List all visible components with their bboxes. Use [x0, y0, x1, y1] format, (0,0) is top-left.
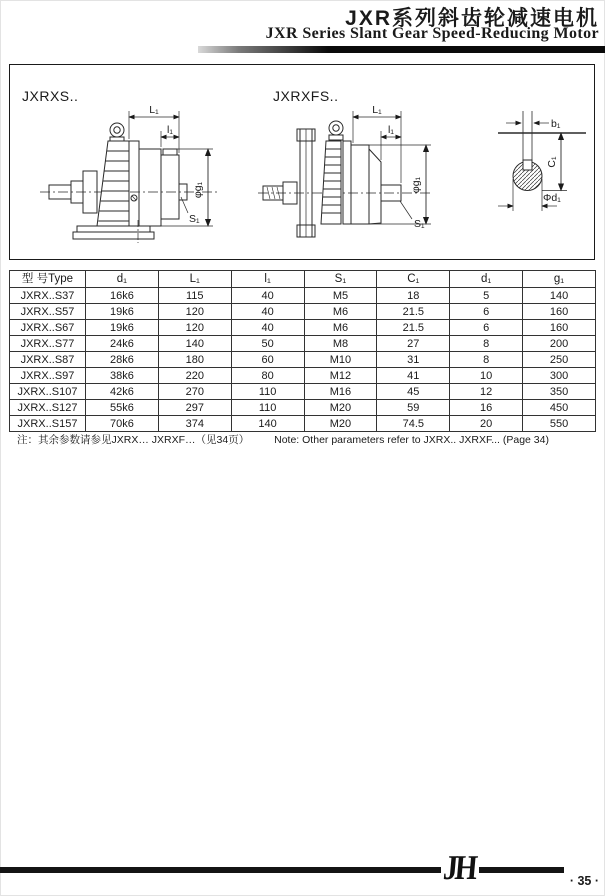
value-cell: M20 — [304, 400, 377, 416]
value-cell: 12 — [450, 384, 523, 400]
gear-motor-flange-drawing — [258, 111, 431, 237]
value-cell: 24k6 — [86, 336, 159, 352]
table-row — [10, 320, 596, 336]
value-cell: 60 — [231, 352, 304, 368]
value-cell: 16 — [450, 400, 523, 416]
column-header: 型 号Type — [10, 271, 86, 288]
column-header: g₁ — [523, 271, 596, 288]
value-cell: M8 — [304, 336, 377, 352]
value-cell: 42k6 — [86, 384, 159, 400]
dim-label-l1-left: l₁ — [167, 124, 173, 136]
dim-label-L1-left: L₁ — [149, 104, 159, 116]
column-header: C₁ — [377, 271, 450, 288]
technical-drawings — [10, 65, 596, 258]
value-cell: 74.5 — [377, 416, 450, 432]
column-header: L₁ — [158, 271, 231, 288]
foot-mounted-model-label: JXRXS.. — [22, 88, 79, 104]
value-cell: 27 — [377, 336, 450, 352]
dim-label-S1-mid: S₁ — [414, 218, 425, 230]
value-cell: 140 — [231, 416, 304, 432]
value-cell: 220 — [158, 368, 231, 384]
value-cell: 21.5 — [377, 304, 450, 320]
value-cell: 45 — [377, 384, 450, 400]
dim-label-S1-left: S₁ — [189, 213, 200, 225]
table-row — [10, 304, 596, 320]
value-cell: M20 — [304, 416, 377, 432]
dim-label-phi-g1-mid: φg₁ — [410, 176, 422, 194]
footer-rule-left — [0, 867, 441, 873]
column-header: l₁ — [231, 271, 304, 288]
value-cell: 180 — [158, 352, 231, 368]
value-cell: 80 — [231, 368, 304, 384]
model-type-cell: JXRX..S77 — [10, 336, 86, 352]
footnote-english: Note: Other parameters refer to JXRX.. JXRXF... (Page 34) — [274, 434, 549, 446]
table-row — [10, 400, 596, 416]
page-number: · 35 · — [569, 874, 599, 888]
value-cell: 6 — [450, 304, 523, 320]
technical-drawing-panel — [9, 64, 595, 260]
model-type-cell: JXRX..S87 — [10, 352, 86, 368]
page-title-chinese: JXR系列斜齿轮减速电机 — [345, 7, 599, 30]
value-cell: 300 — [523, 368, 596, 384]
footnote — [17, 432, 549, 447]
column-header: d₁ — [86, 271, 159, 288]
dim-label-phi-g1-left: φg₁ — [192, 181, 204, 199]
value-cell: 200 — [523, 336, 596, 352]
value-cell: 70k6 — [86, 416, 159, 432]
model-type-cell: JXRX..S127 — [10, 400, 86, 416]
column-header: d₁ — [450, 271, 523, 288]
value-cell: M16 — [304, 384, 377, 400]
value-cell: 59 — [377, 400, 450, 416]
table-row — [10, 336, 596, 352]
page-title-english: JXR Series Slant Gear Speed-Reducing Motor — [265, 25, 599, 42]
table-header-row — [10, 271, 596, 288]
value-cell: 21.5 — [377, 320, 450, 336]
dim-label-b1: b₁ — [551, 118, 561, 130]
value-cell: 250 — [523, 352, 596, 368]
footnote-chinese: 注：其余参数请参见JXRX… JXRXF…（见34页） — [17, 434, 250, 446]
value-cell: 120 — [158, 320, 231, 336]
model-type-cell: JXRX..S97 — [10, 368, 86, 384]
value-cell: 40 — [231, 320, 304, 336]
value-cell: 50 — [231, 336, 304, 352]
value-cell: M6 — [304, 304, 377, 320]
value-cell: 110 — [231, 400, 304, 416]
value-cell: 10 — [450, 368, 523, 384]
table-row — [10, 352, 596, 368]
value-cell: 40 — [231, 288, 304, 304]
value-cell: 16k6 — [86, 288, 159, 304]
model-type-cell: JXRX..S67 — [10, 320, 86, 336]
brand-logo: JH — [441, 848, 477, 888]
value-cell: 19k6 — [86, 320, 159, 336]
value-cell: 374 — [158, 416, 231, 432]
model-type-cell: JXRX..S37 — [10, 288, 86, 304]
dim-label-C1: C₁ — [546, 156, 558, 168]
column-header: S₁ — [304, 271, 377, 288]
model-type-cell: JXRX..S107 — [10, 384, 86, 400]
value-cell: 38k6 — [86, 368, 159, 384]
value-cell: 550 — [523, 416, 596, 432]
value-cell: 120 — [158, 304, 231, 320]
value-cell: 160 — [523, 320, 596, 336]
footer-rule-right — [479, 867, 564, 873]
value-cell: 140 — [158, 336, 231, 352]
value-cell: 19k6 — [86, 304, 159, 320]
table-row — [10, 416, 596, 432]
value-cell: 160 — [523, 304, 596, 320]
value-cell: M6 — [304, 320, 377, 336]
value-cell: M5 — [304, 288, 377, 304]
value-cell: 350 — [523, 384, 596, 400]
dim-label-phi-d1: Φd₁ — [543, 192, 561, 204]
model-type-cell: JXRX..S157 — [10, 416, 86, 432]
value-cell: 28k6 — [86, 352, 159, 368]
value-cell: M10 — [304, 352, 377, 368]
header-gradient-rule — [198, 46, 605, 53]
table-row — [10, 368, 596, 384]
value-cell: 40 — [231, 304, 304, 320]
value-cell: 270 — [158, 384, 231, 400]
value-cell: 450 — [523, 400, 596, 416]
value-cell: 18 — [377, 288, 450, 304]
value-cell: 5 — [450, 288, 523, 304]
shaft-key-detail-drawing — [498, 111, 586, 211]
model-type-cell: JXRX..S57 — [10, 304, 86, 320]
table-row — [10, 384, 596, 400]
value-cell: 6 — [450, 320, 523, 336]
value-cell: 55k6 — [86, 400, 159, 416]
dim-label-l1-mid: l₁ — [388, 124, 394, 136]
dimension-table — [9, 270, 596, 432]
value-cell: 31 — [377, 352, 450, 368]
value-cell: 41 — [377, 368, 450, 384]
table-row — [10, 288, 596, 304]
value-cell: 20 — [450, 416, 523, 432]
value-cell: 140 — [523, 288, 596, 304]
value-cell: 8 — [450, 336, 523, 352]
flange-mounted-model-label: JXRXFS.. — [273, 88, 339, 104]
value-cell: 115 — [158, 288, 231, 304]
value-cell: M12 — [304, 368, 377, 384]
value-cell: 297 — [158, 400, 231, 416]
value-cell: 110 — [231, 384, 304, 400]
value-cell: 8 — [450, 352, 523, 368]
dim-label-L1-mid: L₁ — [372, 104, 382, 116]
